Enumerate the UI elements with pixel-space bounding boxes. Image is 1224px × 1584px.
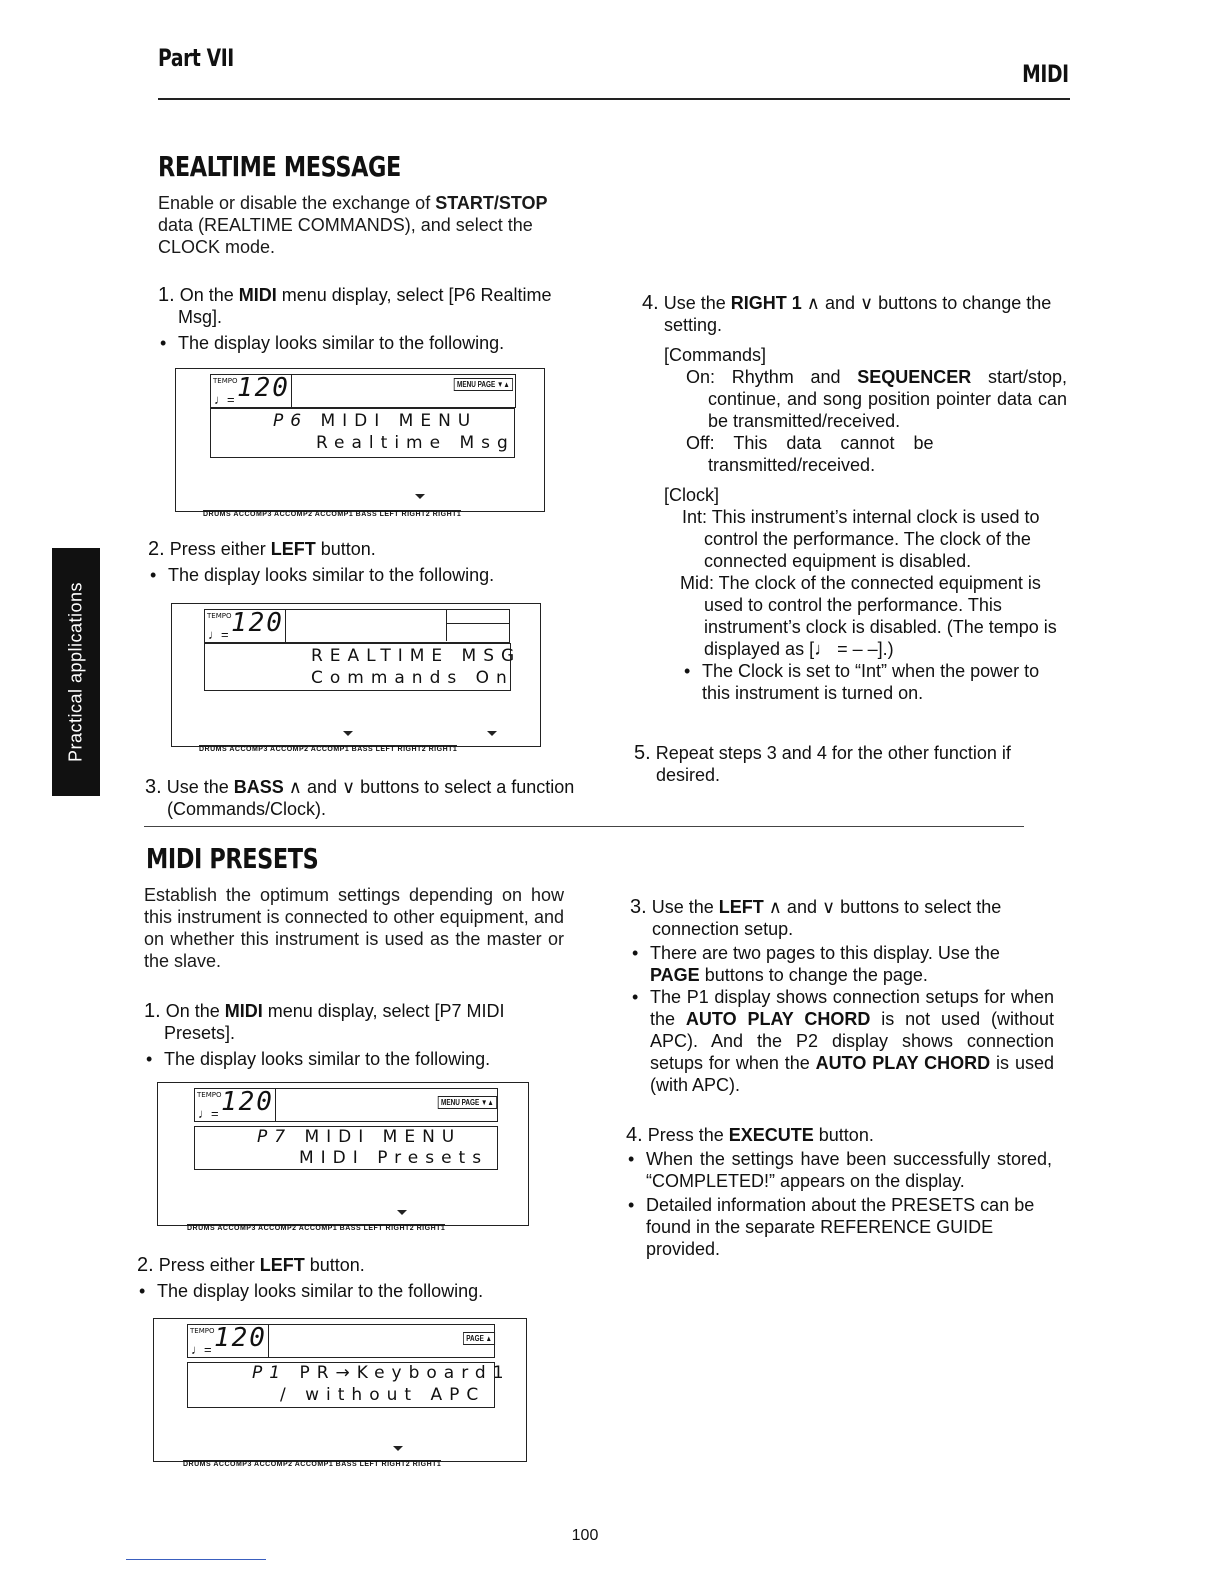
step-text-2: button. [304,1255,365,1275]
step4-bullet-1: • When the settings have been successfully stored, “COMPLETED!” appears on the display. [626,1148,1052,1192]
text: The P1 display shows connection setups for when the [650,987,1054,1029]
tempo-box [194,1088,276,1122]
lcd-display-realtime [171,603,543,753]
step-number: 2. [137,1254,154,1276]
lcd-text-box [187,1362,511,1408]
tempo-label: TEMPO [197,1091,222,1099]
down-arrow-icon [487,731,497,736]
side-tab-label: Practical applications [65,581,86,763]
step-number: 1. [144,1000,161,1022]
realtime-step2 [148,538,578,586]
tempo-label: TEMPO [190,1327,215,1335]
step-bold: LEFT [718,897,764,917]
step-text: Press the [647,1125,729,1145]
step-bold: MIDI [224,1001,263,1021]
presets-step3 [630,896,1054,1096]
step-text-2: ∧ and ∨ buttons to change the setting. [664,293,1052,335]
step-text: On the [165,1001,225,1021]
header-rule [158,98,1070,100]
step-text: Repeat steps 3 and 4 for the other function if desired. [655,743,1011,785]
lcd-part-labels: DRUMS ACCOMP3 ACCOMP2 ACCOMP1 BASS LEFT RIGHT2 RIGHT1 [199,746,458,753]
lcd-line-1: REALTIME MSG [311,646,522,666]
text-2: buttons to change the page. [699,965,928,985]
lcd-line-2: MIDI Presets [299,1148,489,1168]
tempo-value: 120 [221,1087,274,1117]
lcd-display-p7 [157,1082,529,1232]
down-arrow-icon [393,1446,403,1451]
step-text: Use the [651,897,719,917]
step-bold: RIGHT 1 [730,293,802,313]
step3-bullet-1 [630,942,1054,986]
text-bold: SEQUENCER [857,367,972,387]
menu-page-tag: MENU PAGE ▼▲ [454,378,513,391]
step-number: 3. [145,776,162,798]
lcd-part-labels: DRUMS ACCOMP3 ACCOMP2 ACCOMP1 BASS LEFT RIGHT2 RIGHT1 [203,511,462,518]
commands-off: Off: This data cannot be transmitted/received. [686,433,934,475]
step4-bullet-2: • Detailed information about the PRESETS can be found in the separate REFERENCE GUIDE provided. [626,1194,1052,1260]
lcd-part-labels: DRUMS ACCOMP3 ACCOMP2 ACCOMP1 BASS LEFT RIGHT2 RIGHT1 [183,1461,442,1468]
presets-step2 [137,1254,567,1302]
lcd-part-labels: DRUMS ACCOMP3 ACCOMP2 ACCOMP1 BASS LEFT RIGHT2 RIGHT1 [187,1225,446,1232]
lcd-line-1: PR→Keyboard1 [299,1363,511,1383]
step-number: 4. [642,292,659,314]
step-bold: LEFT [259,1255,305,1275]
step1-bullet: • The display looks similar to the following. [144,1048,564,1070]
lcd-display-p6 [175,368,545,518]
step-text: Use the [166,777,234,797]
note-icon: ♩= [198,1106,219,1121]
realtime-title: REALTIME MESSAGE [158,150,401,183]
clock-bullet: • The Clock is set to “Int” when the power to this instrument is turned on. [682,660,1067,704]
note-icon: ♩= [214,392,235,407]
step-number: 3. [630,896,647,918]
presets-intro: Establish the optimum settings depending on how this instrument is connected to other equipment, and on whether this instrument is used as the master or the slave. [144,885,564,971]
intro-bold: START/STOP [435,193,548,213]
lcd-text-box [210,408,515,458]
step-number: 2. [148,538,165,560]
step-bold: BASS [233,777,284,797]
section-divider [144,826,1024,827]
text-2: is not used (without APC). And the P2 display shows connection setups for when the [650,1009,1054,1073]
tempo-box [187,1324,269,1358]
text-bold: PAGE [650,965,700,985]
realtime-step4 [642,292,1067,704]
step-text-2: button. [315,539,376,559]
page-tag: PAGE ▲ [463,1332,495,1345]
step-text: Press either [169,539,271,559]
step-text-2: menu display, select [P7 MIDI Presets]. [164,1001,505,1043]
presets-step1 [144,1000,564,1070]
step-text: On the [179,285,239,305]
step2-bullet: • The display looks similar to the following. [148,564,578,586]
menu-page-tag: MENU PAGE ▼▲ [438,1096,497,1109]
side-tab [52,548,100,796]
lcd-line-1: MIDI MENU [320,411,478,431]
lcd-text-box [204,643,522,691]
realtime-step1 [158,284,583,354]
tempo-label: TEMPO [213,377,238,385]
page-indicator: P7 [257,1127,293,1147]
step-text: Press either [158,1255,260,1275]
presets-title: MIDI PRESETS [146,842,319,875]
tempo-value: 120 [231,608,284,638]
step3-bullet-2 [630,986,1054,1096]
step-text-2: ∧ and ∨ buttons to select a function (Commands/Clock). [167,777,575,819]
text-3: is used (with APC). [650,1053,1054,1095]
step-number: 1. [158,284,175,306]
footer-rule [126,1559,266,1560]
step-bold: MIDI [238,285,277,305]
page-indicator: P1 [252,1363,288,1383]
realtime-intro [158,192,583,258]
tempo-label: TEMPO [207,612,232,620]
step-number: 5. [634,742,651,764]
tempo-value: 120 [214,1323,267,1353]
step-text-2: ∧ and ∨ buttons to select the connection setup. [652,897,1002,939]
clock-mid: Mid: The clock of the connected equipment is used to control the performance. This instrument’s clock is disabled. (The tempo is displayed as [♩ = – –].) [680,573,1057,659]
section-label: MIDI [1022,60,1069,88]
step1-bullet: • The display looks similar to the following. [158,332,583,354]
lcd-line-2: / without APC [280,1385,486,1405]
down-arrow-icon [415,494,425,499]
down-arrow-icon [343,731,353,736]
page-indicator: P6 [273,411,309,431]
clock-int: Int: This instrument’s internal clock is used to control the performance. The clock of the connected equipment is disabled. [682,507,1040,571]
commands-on [642,366,1067,432]
presets-step4 [626,1124,1052,1260]
step-number: 4. [626,1124,643,1146]
realtime-step5 [634,742,1064,786]
commands-heading: [Commands] [664,345,767,365]
realtime-step3 [145,776,575,820]
tempo-value: 120 [237,373,290,403]
step-bold: EXECUTE [728,1125,814,1145]
step-text-2: menu display, select [P6 Realtime Msg]. [178,285,552,327]
text-2: start/stop, continue, and song position pointer data can be transmitted/received. [708,367,1067,431]
lcd-line-2: Realtime Msg [316,433,515,453]
tempo-box [204,609,286,643]
tempo-box [210,374,292,408]
step-text-2: button. [813,1125,874,1145]
text-bold: AUTO PLAY CHORD [685,1009,871,1029]
lcd-text-box [194,1126,498,1170]
note-icon: ♩= [208,627,229,642]
page-number: 100 [571,1527,599,1544]
text-bold-2: AUTO PLAY CHORD [815,1053,991,1073]
step2-bullet: • The display looks similar to the following. [137,1280,567,1302]
lcd-line-1: MIDI MENU [304,1127,462,1147]
step-bold: LEFT [270,539,316,559]
text: There are two pages to this display. Use the [650,943,1000,963]
down-arrow-icon [397,1210,407,1215]
clock-heading: [Clock] [664,485,720,505]
intro-text-2: data (REALTIME COMMANDS), and select the CLOCK mode. [158,215,533,257]
note-icon: ♩= [191,1342,212,1357]
intro-text: Enable or disable the exchange of [158,193,436,213]
step-text: Use the [663,293,731,313]
text: On: Rhythm and [686,367,858,387]
part-label: Part VII [158,44,234,72]
lcd-line-2: Commands On [311,668,514,688]
lcd-display-p1 [153,1318,527,1468]
